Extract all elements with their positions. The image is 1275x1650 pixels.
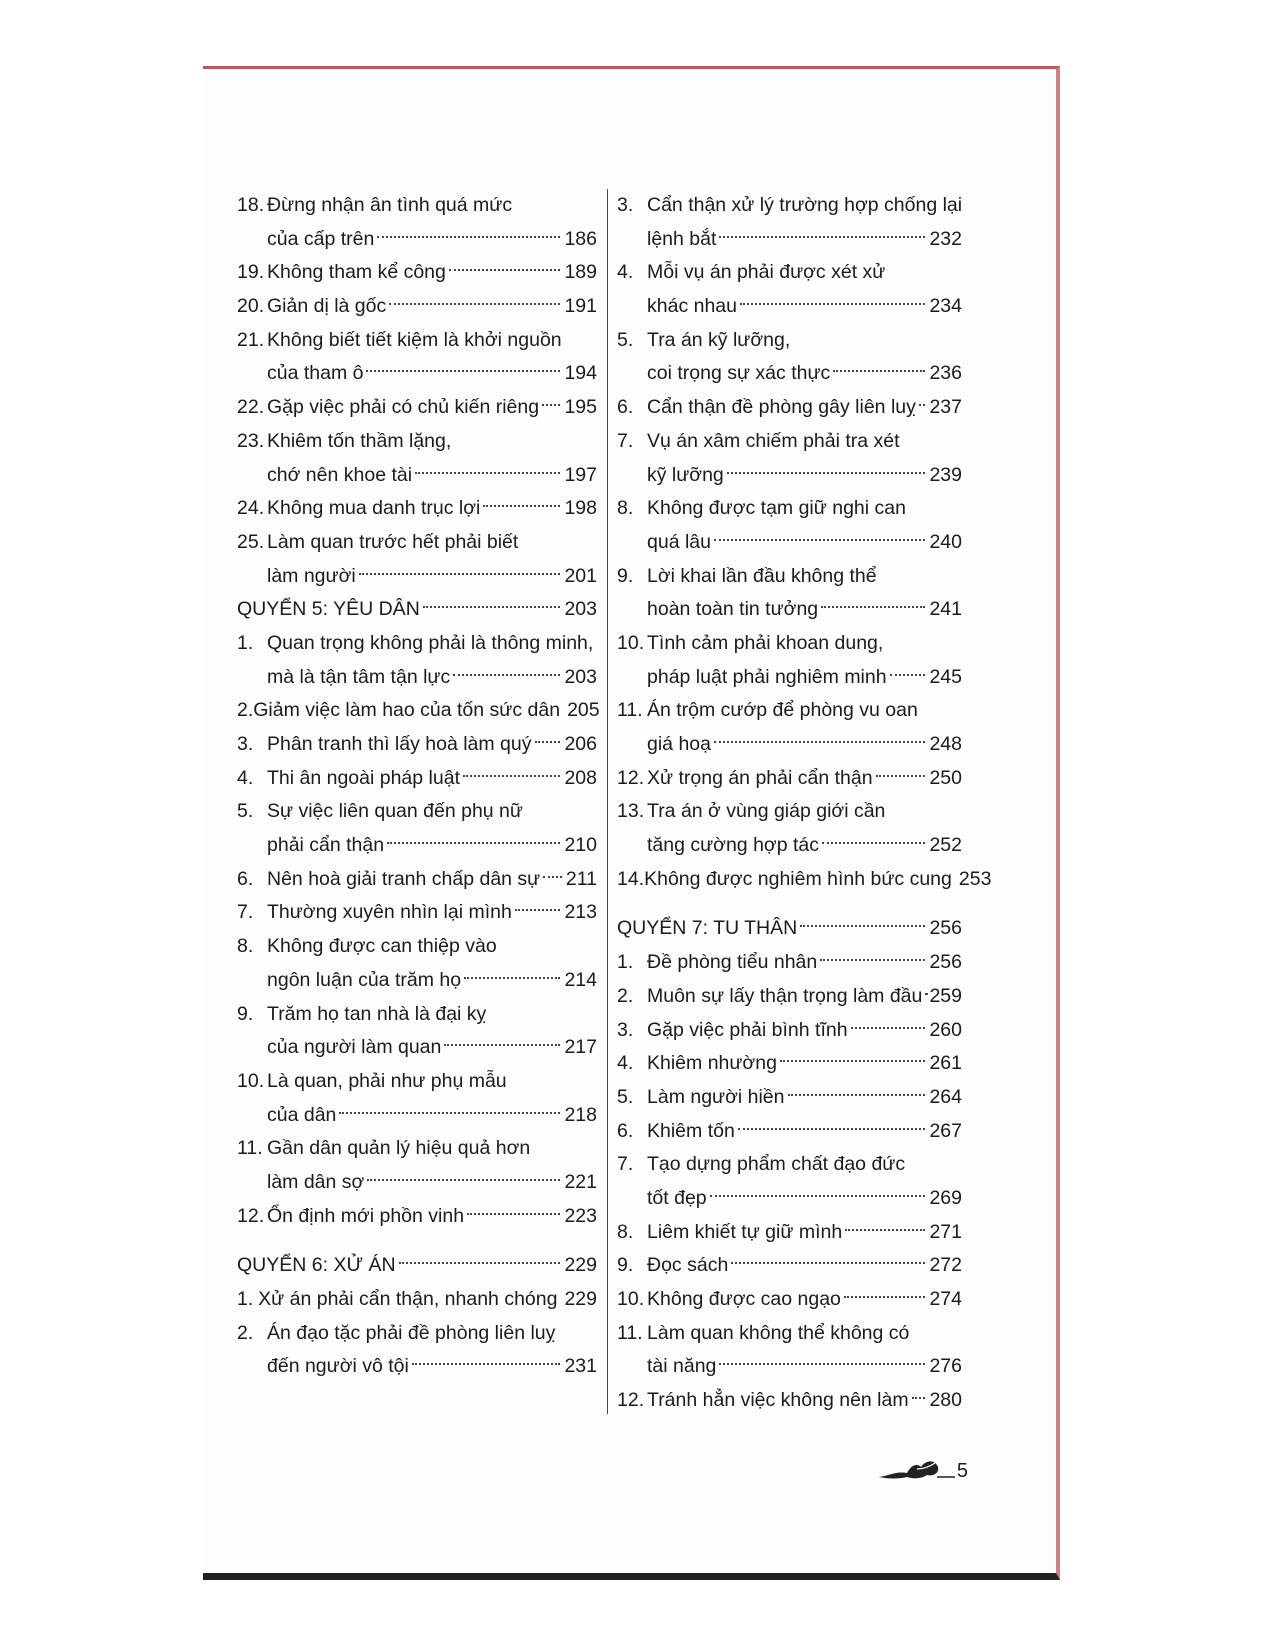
- dot-leader: [800, 925, 925, 927]
- entry-title: Khiêm tốn thầm lặng,: [267, 429, 452, 452]
- toc-entry-continuation: [617, 1350, 962, 1384]
- entry-title: Giảm việc làm hao của tốn sức dân: [253, 699, 561, 722]
- dot-leader: [535, 741, 561, 743]
- entry-title: Gặp việc phải bình tĩnh: [647, 1018, 848, 1041]
- toc-entry: [617, 1081, 962, 1115]
- toc-entry-continuation: [237, 223, 597, 257]
- entry-page-number: 186: [564, 227, 597, 250]
- entry-title: Đọc sách: [647, 1254, 729, 1277]
- entry-number: 2.: [617, 984, 634, 1007]
- entry-page-number: 261: [929, 1052, 962, 1075]
- toc-entry: [617, 189, 962, 223]
- entry-page-number: 217: [564, 1036, 597, 1059]
- toc-entry: [237, 290, 597, 324]
- toc-entry: [617, 256, 962, 290]
- entry-page-number: 198: [564, 497, 597, 520]
- dot-leader: [822, 842, 925, 844]
- dot-leader: [714, 741, 925, 743]
- toc-entry: [617, 795, 962, 829]
- entry-number: 1.: [237, 1288, 254, 1310]
- entry-title: Cẩn thận xử lý trường hợp chống lại: [647, 194, 963, 216]
- dot-leader: [876, 775, 926, 777]
- entry-title: Phân tranh thì lấy hoà làm quý: [267, 733, 532, 755]
- toc-entry: [237, 896, 597, 930]
- dot-leader: [399, 1262, 561, 1264]
- entry-page-number: 272: [929, 1254, 962, 1277]
- dot-leader: [339, 1112, 560, 1114]
- toc-entry-continuation: [617, 728, 962, 762]
- dot-leader: [821, 606, 925, 608]
- entry-title: Tình cảm phải khoan dung,: [647, 631, 884, 654]
- entry-title: Làm quan trước hết phải biết: [267, 530, 519, 553]
- entry-title: Làm người hiền: [647, 1085, 785, 1108]
- toc-entry-continuation: [617, 223, 962, 257]
- dot-leader: [415, 472, 560, 474]
- entry-page-number: 203: [564, 665, 597, 688]
- entry-number: 11.: [237, 1137, 263, 1160]
- entry-title: Làm quan không thể không có: [647, 1321, 910, 1344]
- toc-section-heading: [617, 912, 962, 946]
- entry-page-number: 237: [929, 396, 962, 419]
- toc-entry: [237, 1132, 597, 1166]
- entry-number: 11.: [617, 1321, 643, 1344]
- entry-title: Trăm họ tan nhà là đại kỵ: [267, 1002, 487, 1025]
- entry-page-number: 267: [929, 1119, 962, 1142]
- toc-entry: [617, 694, 962, 728]
- page-footer: [877, 1457, 968, 1483]
- entry-page-number: 231: [564, 1355, 597, 1378]
- entry-title: Lời khai lần đầu không thể: [647, 564, 877, 587]
- toc-entry-continuation: [237, 1166, 597, 1200]
- toc-entry-continuation: [617, 593, 962, 627]
- dot-leader: [912, 1397, 926, 1399]
- entry-number: 10.: [617, 1288, 645, 1310]
- entry-number: 4.: [617, 1052, 634, 1075]
- entry-number: 3.: [617, 1018, 634, 1041]
- toc-left-column: [237, 189, 600, 1384]
- toc-entry: [617, 1317, 962, 1351]
- toc-entry: [237, 1200, 597, 1234]
- entry-page-number: 234: [929, 295, 962, 318]
- toc-entry: [237, 1065, 597, 1099]
- column-divider: [607, 189, 608, 1414]
- toc-entry: [617, 946, 962, 980]
- toc-entry: [237, 863, 597, 897]
- entry-number: 4.: [237, 766, 254, 789]
- entry-number: 8.: [617, 497, 634, 520]
- entry-title: Tra án kỹ lưỡng,: [647, 328, 791, 351]
- toc-entry: [237, 762, 597, 796]
- entry-page-number: 264: [929, 1085, 962, 1108]
- entry-number: 12.: [617, 766, 645, 789]
- entry-title: Tránh hẳn việc không nên làm: [647, 1389, 909, 1412]
- entry-title: Cẩn thận đề phòng gây liên luỵ: [647, 396, 916, 419]
- entry-number: 2.: [237, 1321, 254, 1344]
- toc-entry: [617, 627, 962, 661]
- entry-page-number: 269: [929, 1186, 962, 1209]
- entry-title: của tham ô: [267, 362, 364, 385]
- entry-title: làm người: [267, 564, 356, 587]
- toc-entry: [617, 425, 962, 459]
- dot-leader: [449, 269, 561, 271]
- entry-page-number: 253: [958, 867, 992, 890]
- entry-title: Nên hoà giải tranh chấp dân sự: [267, 867, 541, 890]
- dot-leader: [423, 606, 561, 608]
- entry-title: Không tham kể công: [267, 261, 446, 284]
- dot-leader: [833, 370, 925, 372]
- toc-entry-continuation: [617, 290, 962, 324]
- entry-title: Liêm khiết tự giữ mình: [647, 1220, 843, 1243]
- entry-title: Không được can thiệp vào: [267, 935, 497, 958]
- entry-title: Ổn định mới phồn vinh: [267, 1204, 465, 1227]
- entry-page-number: 191: [564, 295, 597, 318]
- dot-leader: [738, 1128, 926, 1130]
- entry-title: Không mua danh trục lợi: [267, 497, 481, 520]
- entry-title: Giản dị là gốc: [267, 295, 387, 318]
- entry-number: 23.: [237, 429, 265, 452]
- entry-number: 10.: [617, 631, 645, 654]
- section-title: QUYỂN 5: YÊU DÂN: [237, 598, 420, 621]
- entry-title: mà là tận tâm tận lực: [267, 665, 451, 688]
- toc-entry-continuation: [617, 357, 962, 391]
- entry-title: Xử án phải cẩn thận, nhanh chóng: [258, 1288, 558, 1310]
- section-spacer: [617, 896, 962, 912]
- dot-leader: [463, 775, 560, 777]
- entry-number: 5.: [617, 1085, 634, 1108]
- dot-leader: [467, 1213, 560, 1215]
- entry-title: Sự việc liên quan đến phụ nữ: [267, 800, 523, 823]
- dot-leader: [542, 404, 560, 406]
- entry-number: 24.: [237, 497, 265, 520]
- entry-page-number: 218: [564, 1103, 597, 1126]
- toc-entry: [237, 998, 597, 1032]
- toc-entry: [237, 795, 597, 829]
- entry-number: 9.: [237, 1002, 254, 1025]
- entry-title: của dân: [267, 1103, 337, 1126]
- dot-leader: [731, 1262, 925, 1264]
- entry-number: 12.: [617, 1389, 645, 1412]
- page-number: 5: [956, 1460, 968, 1482]
- entry-page-number: 194: [564, 362, 597, 385]
- entry-page-number: 205: [567, 699, 600, 722]
- entry-page-number: 214: [564, 968, 597, 991]
- toc-entry: [237, 694, 600, 728]
- dot-leader: [719, 236, 925, 238]
- entry-title: Án đạo tặc phải đề phòng liên luỵ: [267, 1321, 556, 1344]
- entry-title: quá lâu: [647, 530, 711, 553]
- entry-title: tài năng: [647, 1355, 717, 1378]
- entry-title: chớ nên khoe tài: [267, 463, 413, 486]
- entry-page-number: 232: [929, 227, 962, 250]
- toc-entry: [237, 189, 597, 223]
- entry-title: Là quan, phải như phụ mẫu: [267, 1069, 507, 1092]
- toc-entry: [617, 492, 962, 526]
- entry-title: Thi ân ngoài pháp luật: [267, 766, 460, 789]
- entry-number: 1.: [617, 951, 634, 974]
- entry-title: phải cẩn thận: [267, 834, 385, 857]
- toc-entry: [237, 425, 597, 459]
- entry-title: kỹ lưỡng: [647, 463, 724, 486]
- toc-entry: [237, 526, 597, 560]
- dot-leader: [740, 303, 925, 305]
- toc-entry: [617, 1283, 962, 1317]
- entry-title: giá hoạ: [647, 733, 711, 755]
- entry-page-number: 223: [564, 1204, 597, 1227]
- toc-entry-continuation: [237, 661, 597, 695]
- dot-leader: [714, 539, 925, 541]
- entry-page-number: 260: [929, 1018, 962, 1041]
- toc-entry: [617, 391, 962, 425]
- toc-entry: [617, 324, 962, 358]
- dot-leader: [444, 1044, 560, 1046]
- dot-leader: [788, 1094, 926, 1096]
- toc-entry: [237, 728, 597, 762]
- entry-page-number: 256: [929, 951, 962, 974]
- entry-title: Không được tạm giữ nghi can: [647, 497, 906, 520]
- entry-page-number: 206: [564, 733, 597, 755]
- entry-title: Tạo dựng phẩm chất đạo đức: [647, 1153, 906, 1176]
- entry-title: Xử trọng án phải cẩn thận: [647, 766, 873, 789]
- entry-number: 5.: [617, 328, 634, 351]
- dot-leader: [515, 909, 561, 911]
- entry-number: 4.: [617, 261, 634, 284]
- toc-entry: [237, 391, 597, 425]
- toc-entry: [617, 1148, 962, 1182]
- entry-title: Vụ án xâm chiếm phải tra xét: [647, 429, 900, 452]
- entry-title: lệnh bắt: [647, 227, 717, 250]
- toc-section-heading: [237, 593, 597, 627]
- toc-entry-continuation: [617, 829, 962, 863]
- toc-entry-continuation: [237, 560, 597, 594]
- entry-title: Không được cao ngạo: [647, 1288, 841, 1310]
- entry-number: 3.: [237, 733, 254, 755]
- toc-entry-continuation: [617, 459, 962, 493]
- toc-entry-continuation: [617, 1182, 962, 1216]
- dot-leader: [851, 1027, 926, 1029]
- toc-entry-continuation: [237, 459, 597, 493]
- entry-page-number: 195: [564, 396, 597, 419]
- entry-number: 20.: [237, 295, 265, 318]
- entry-title: Quan trọng không phải là thông minh,: [267, 631, 594, 654]
- dot-leader: [710, 1195, 926, 1197]
- toc-entry: [237, 1317, 597, 1351]
- entry-number: 11.: [617, 699, 643, 722]
- dot-leader: [389, 303, 560, 305]
- entry-title: khác nhau: [647, 295, 737, 318]
- toc-entry: [237, 1283, 597, 1317]
- entry-number: 19.: [237, 261, 265, 284]
- dot-leader: [366, 370, 560, 372]
- dot-leader: [845, 1229, 925, 1231]
- entry-page-number: 259: [929, 984, 962, 1007]
- entry-page-number: 201: [564, 564, 597, 587]
- entry-page-number: 211: [565, 867, 597, 890]
- entry-title: làm dân sợ: [267, 1170, 365, 1193]
- entry-title: coi trọng sự xác thực: [647, 362, 831, 385]
- toc-right-column: [617, 189, 992, 1418]
- entry-number: 6.: [617, 396, 634, 419]
- entry-title: pháp luật phải nghiêm minh: [647, 665, 887, 688]
- entry-number: 5.: [237, 800, 254, 823]
- entry-page-number: 213: [564, 901, 597, 924]
- toc-entry: [617, 863, 992, 897]
- dot-leader: [464, 977, 560, 979]
- toc-entry-continuation: [237, 1099, 597, 1133]
- entry-page-number: 245: [929, 665, 962, 688]
- entry-number: 7.: [617, 429, 634, 452]
- toc-section-heading: [237, 1249, 597, 1283]
- section-spacer: [237, 1233, 597, 1249]
- toc-entry: [617, 980, 962, 1014]
- entry-title: Không biết tiết kiệm là khởi nguồn: [267, 328, 562, 351]
- toc-entry: [617, 1384, 962, 1418]
- section-title: QUYỂN 7: TU THÂN: [617, 917, 798, 940]
- entry-number: 2.: [237, 699, 254, 722]
- toc-entry: [237, 627, 597, 661]
- entry-page-number: 221: [564, 1170, 597, 1193]
- entry-number: 10.: [237, 1069, 265, 1092]
- entry-page-number: 256: [929, 917, 962, 940]
- toc-entry: [617, 560, 962, 594]
- entry-title: Mỗi vụ án phải được xét xử: [647, 261, 886, 284]
- dot-leader: [543, 876, 562, 878]
- entry-number: 9.: [617, 1254, 634, 1277]
- toc-entry: [617, 1216, 962, 1250]
- dot-leader: [719, 1363, 925, 1365]
- entry-number: 21.: [237, 328, 265, 351]
- entry-title: Gần dân quản lý hiệu quả hơn: [267, 1137, 531, 1160]
- entry-page-number: 236: [929, 362, 962, 385]
- entry-page-number: 252: [929, 834, 962, 857]
- entry-title: tốt đẹp: [647, 1186, 707, 1209]
- entry-page-number: 240: [929, 530, 962, 553]
- entry-title: của cấp trên: [267, 227, 375, 250]
- entry-number: 8.: [237, 935, 254, 958]
- entry-page-number: 229: [564, 1254, 597, 1277]
- entry-title: Án trộm cướp để phòng vu oan: [647, 699, 918, 722]
- dot-leader: [359, 573, 561, 575]
- entry-title: Muôn sự lấy thận trọng làm đầu: [647, 984, 923, 1007]
- entry-number: 18.: [237, 194, 265, 216]
- toc-entry-continuation: [617, 526, 962, 560]
- toc-entry-continuation: [237, 829, 597, 863]
- toc-entry: [237, 930, 597, 964]
- entry-number: 8.: [617, 1220, 634, 1243]
- entry-number: 14.: [617, 867, 645, 890]
- dot-leader: [453, 674, 560, 676]
- entry-title: Thường xuyên nhìn lại mình: [267, 901, 512, 924]
- entry-title: của người làm quan: [267, 1036, 442, 1059]
- dot-leader: [387, 842, 560, 844]
- toc-entry: [237, 492, 597, 526]
- dot-leader: [367, 1179, 560, 1181]
- brush-ornament-icon: [877, 1457, 955, 1483]
- dot-leader: [780, 1060, 926, 1062]
- book-page: [203, 66, 1060, 1580]
- dot-leader: [890, 674, 926, 676]
- entry-page-number: 250: [929, 766, 962, 789]
- toc-entry: [617, 1115, 962, 1149]
- toc-entry-continuation: [237, 1031, 597, 1065]
- entry-title: Gặp việc phải có chủ kiến riêng: [267, 396, 540, 419]
- entry-page-number: 248: [929, 733, 962, 755]
- toc-entry: [617, 1249, 962, 1283]
- entry-title: đến người vô tội: [267, 1355, 409, 1378]
- dot-leader: [377, 236, 560, 238]
- entry-number: 6.: [617, 1119, 634, 1142]
- entry-page-number: 274: [929, 1288, 962, 1310]
- entry-title: tăng cường hợp tác: [647, 834, 819, 857]
- entry-page-number: 241: [929, 598, 962, 621]
- toc-entry: [617, 762, 962, 796]
- entry-number: 12.: [237, 1204, 265, 1227]
- entry-title: Khiêm nhường: [647, 1052, 777, 1075]
- toc-entry-continuation: [617, 661, 962, 695]
- dot-leader: [483, 505, 560, 507]
- toc-entry: [237, 324, 597, 358]
- entry-title: Tra án ở vùng giáp giới cần: [647, 800, 886, 823]
- entry-page-number: 239: [929, 463, 962, 486]
- toc-entry-continuation: [237, 357, 597, 391]
- dot-leader: [412, 1363, 561, 1365]
- toc-entry-continuation: [237, 964, 597, 998]
- entry-number: 9.: [617, 564, 634, 587]
- entry-title: hoàn toàn tin tưởng: [647, 598, 819, 621]
- entry-number: 6.: [237, 867, 254, 890]
- entry-page-number: 210: [564, 834, 597, 857]
- entry-title: ngôn luận của trăm họ: [267, 968, 462, 991]
- section-title: QUYỂN 6: XỬ ÁN: [237, 1254, 396, 1277]
- entry-number: 3.: [617, 194, 634, 216]
- dot-leader: [727, 472, 926, 474]
- entry-page-number: 271: [929, 1220, 962, 1243]
- entry-page-number: 208: [564, 766, 597, 789]
- entry-number: 7.: [237, 901, 254, 924]
- entry-title: Đề phòng tiểu nhân: [647, 951, 818, 974]
- entry-page-number: 203: [564, 598, 597, 621]
- toc-entry: [617, 1014, 962, 1048]
- entry-page-number: 280: [929, 1389, 962, 1412]
- entry-number: 1.: [237, 631, 254, 654]
- entry-page-number: 197: [564, 463, 597, 486]
- entry-number: 22.: [237, 396, 265, 419]
- entry-page-number: 276: [929, 1355, 962, 1378]
- toc-entry-continuation: [237, 1350, 597, 1384]
- dot-leader: [919, 404, 926, 406]
- toc-entry: [237, 256, 597, 290]
- entry-title: Đừng nhận ân tình quá mức: [267, 194, 513, 216]
- entry-title: Không được nghiêm hình bức cung: [644, 867, 952, 890]
- toc-entry: [617, 1047, 962, 1081]
- entry-page-number: 189: [564, 261, 597, 284]
- entry-number: 7.: [617, 1153, 634, 1176]
- entry-page-number: 229: [564, 1288, 597, 1310]
- entry-title: Khiêm tốn: [647, 1119, 735, 1142]
- entry-number: 25.: [237, 530, 265, 553]
- entry-number: 13.: [617, 800, 645, 823]
- dot-leader: [820, 959, 925, 961]
- dot-leader: [844, 1296, 926, 1298]
